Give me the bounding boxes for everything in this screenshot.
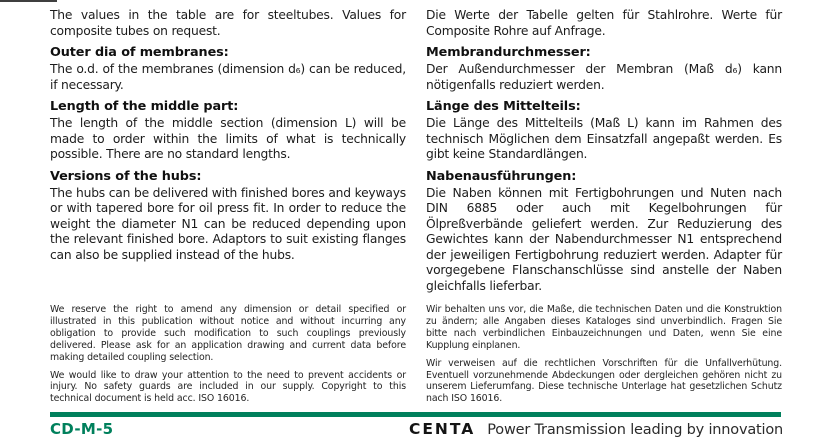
section-body-middle-part-de: Die Länge des Mittelteils (Maß L) kann im Rahmen des technisch Möglichen dem Einsatzfall angepaßt werden. Es gibt keine Standardlängen. xyxy=(426,116,782,161)
legal-column-en xyxy=(50,304,406,405)
brand-logo-text: CENTA xyxy=(408,420,476,438)
legal-notices xyxy=(50,304,783,405)
brand-tagline: Power Transmission leading by innovation xyxy=(487,422,783,438)
legal-safety-de: Wir verweisen auf die rechtlichen Vorschriften für die Unfallverhütung. Eventuell vorzunehmende Abdeckungen oder dergleichen gehören nicht zu unserem Lieferumfang. Diese technische Unterlage hat gesetzlichen Schutz nach ISO 16016. xyxy=(426,357,782,405)
section-heading-hubs-de: Nabenausführungen: xyxy=(426,168,577,184)
section-body-middle-part-en: The length of the middle section (dimension L) will be made to order within the limits of what is technically possible. There are no standard lengths. xyxy=(50,116,406,161)
legal-amendments-en: We reserve the right to amend any dimension or detail specified or illustrated in this publication without notice and without incurring any obligation to provide such modification to such couplings previously delivered. Please ask for an application drawing and current data before making detailed coupling selection. xyxy=(50,304,406,363)
section-heading-middle-part-de: Länge des Mittelteils: xyxy=(426,99,581,114)
top-edge-rule xyxy=(0,0,57,2)
section-body-membranes-de: Der Außendurchmesser der Membran (Maß d₆) kann nötigenfalls reduziert werden. xyxy=(426,62,782,92)
section-heading-membranes-de: Membrandurchmesser: xyxy=(426,45,591,60)
english-column xyxy=(50,8,406,294)
intro-paragraph-de: Die Werte der Tabelle gelten für Stahlrohre. Werte für Composite Rohre auf Anfrage. xyxy=(426,8,782,38)
german-column xyxy=(426,8,782,294)
section-body-hubs-en: The hubs can be delivered with finished bores and keyways or with tapered bore for oil press fit. In order to reduce the weight the diameter N1 can be reduced depending upon the relevant finished bore. Adaptors to suit existing flanges can also be supplied instead of the hubs. xyxy=(50,185,406,262)
brand-line xyxy=(409,420,783,438)
section-body-hubs-de: Die Naben können mit Fertigbohrungen und Nuten nach DIN 6885 oder auch mit Kegelbohrungen für Ölpreßverbände geliefert werden. Zur Reduzierung des Gewichtes kann der Nabendurchmesser N1 entsprechend der jeweiligen Fertigbohrung reduziert werden. Adapter für vorgegebene Flanschanschlüsse sind anstelle der Naben gleichfalls lieferbar. xyxy=(426,185,782,293)
document-code: CD-M-5 xyxy=(50,420,114,438)
intro-paragraph-en: The values in the table are for steeltubes. Values for composite tubes on request. xyxy=(50,8,406,38)
section-heading-middle-part-en: Length of the middle part: xyxy=(50,99,239,114)
legal-amendments-de: Wir behalten uns vor, die Maße, die technischen Daten und die Konstruktion zu ändern; alle Angaben dieses Kataloges sind unverbindlich. Fragen Sie bitte nach verbindlichen Einbauzeichnungen und Daten, wenn Sie eine Kupplung einplanen. xyxy=(426,304,782,351)
legal-safety-en: We would like to draw your attention to the need to prevent accidents or injury. No safety guards are included in our supply. Copyright to this technical document is held acc. ISO 16016. xyxy=(50,369,406,405)
section-body-membranes-en: The o.d. of the membranes (dimension d₆) can be reduced, if necessary. xyxy=(50,62,406,92)
bilingual-body xyxy=(50,8,783,294)
footer-accent-bar xyxy=(50,412,781,417)
legal-column-de xyxy=(426,304,782,405)
section-heading-hubs-en: Versions of the hubs: xyxy=(50,168,202,184)
section-heading-membranes-en: Outer dia of membranes: xyxy=(50,45,229,60)
